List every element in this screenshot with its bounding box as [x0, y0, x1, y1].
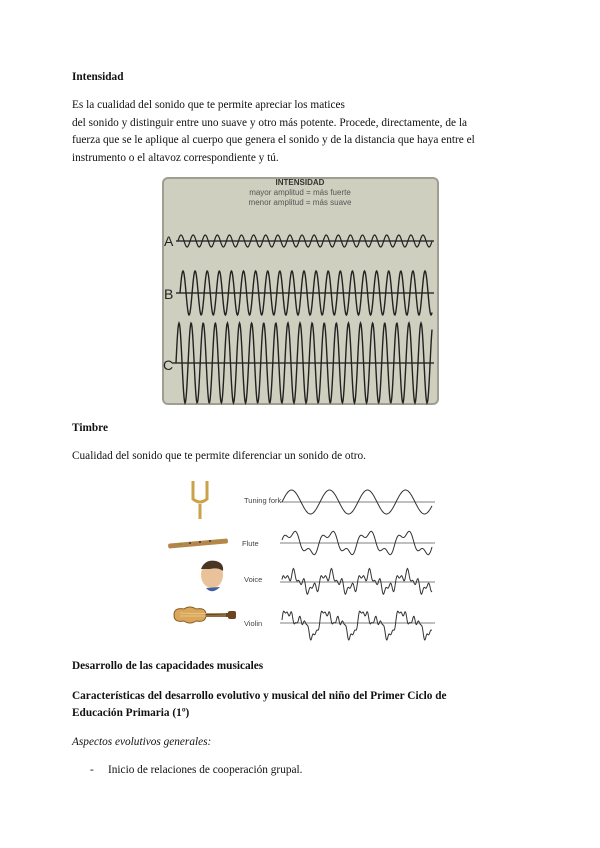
timbre-figure	[160, 475, 450, 643]
intensidad-line-3: fuerza que se le aplique al cuerpo que genera el sonido y de la distancia que haya entre el	[72, 134, 475, 146]
figure-line-b: menor amplitud = más suave	[248, 198, 352, 207]
timbre-wave-violin	[282, 611, 432, 640]
bullet-dash: -	[90, 764, 94, 776]
voice-head-icon	[201, 561, 223, 592]
intensidad-line-2: del sonido y distinguir entre uno suave y otro más potente. Procede, directamente, de la	[72, 116, 467, 129]
flute-icon	[168, 538, 228, 548]
figure-line-a: mayor amplitud = más fuerte	[249, 188, 351, 197]
wave-label-b: B	[164, 286, 174, 302]
intensidad-line-4: instrumento o el altavoz correspondiente y tú.	[72, 151, 279, 164]
wave-label-c: C	[163, 357, 174, 373]
subheading-line-2: Educación Primaria (1º)	[72, 707, 190, 719]
heading-timbre: Timbre	[72, 422, 108, 434]
subheading-caracteristicas	[72, 688, 447, 722]
timbre-text: Cualidad del sonido que te permite diferenciar un sonido de otro.	[72, 450, 366, 462]
heading-intensidad: Intensidad	[72, 71, 124, 83]
bullet-item-1: Inicio de relaciones de cooperación grupal.	[108, 764, 303, 776]
intensidad-paragraph	[72, 97, 475, 167]
tuning-fork-icon	[193, 481, 207, 519]
timbre-wave-voice	[282, 569, 432, 595]
timbre-label-flute: Flute	[242, 539, 259, 548]
intensidad-figure	[162, 177, 439, 405]
timbre-label-violin: Violin	[244, 619, 263, 628]
intensidad-figure-svg	[162, 177, 439, 405]
figure-title: INTENSIDAD	[275, 178, 325, 187]
wave-label-a: A	[164, 233, 174, 249]
timbre-figure-svg	[160, 475, 450, 643]
violin-icon	[174, 607, 236, 623]
subheading-line-1: Características del desarrollo evolutivo y musical del niño del Primer Ciclo de	[72, 690, 447, 702]
timbre-label-voice: Voice	[244, 575, 263, 584]
intensidad-line-1: Es la cualidad del sonido que te permite apreciar los matices	[72, 99, 345, 111]
heading-desarrollo: Desarrollo de las capacidades musicales	[72, 660, 264, 672]
aspectos-evolutivos: Aspectos evolutivos generales:	[72, 736, 212, 748]
timbre-label-tuning-fork: Tuning fork	[244, 496, 282, 505]
